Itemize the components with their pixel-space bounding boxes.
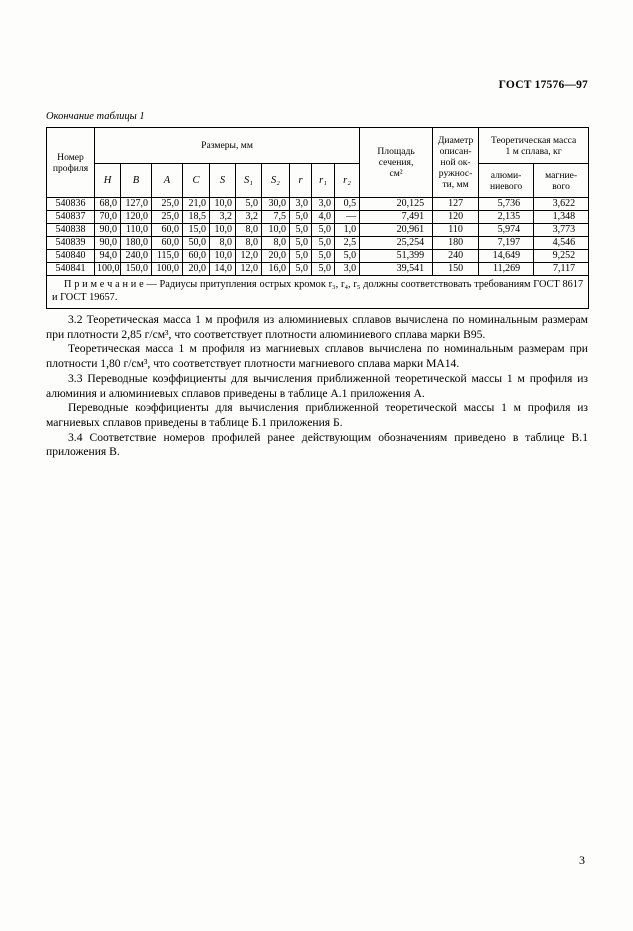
table-cell: 127 xyxy=(433,198,479,211)
table-cell: 60,0 xyxy=(183,250,210,263)
col-header-area: Площадь сечения, см² xyxy=(360,128,433,198)
col-header-mass: Теоретическая масса 1 м сплава, кг xyxy=(479,128,589,164)
table-cell: 68,0 xyxy=(95,198,121,211)
table-cell: 240,0 xyxy=(121,250,152,263)
table-row xyxy=(47,211,589,224)
table-cell: 21,0 xyxy=(183,198,210,211)
document-code: ГОСТ 17576—97 xyxy=(498,79,588,91)
table-cell: 150 xyxy=(433,263,479,276)
table-cell: 90,0 xyxy=(95,224,121,237)
table-cell: 5,0 xyxy=(312,224,335,237)
paragraph-3-2: 3.2 Теоретическая масса 1 м профиля из алюминиевых сплавов вычислена по номинальным размерам при плотности 2,85 г/см³, что соответствует плотности алюминиевого сплава марки В95. xyxy=(46,313,588,341)
table-cell: 5,736 xyxy=(479,198,534,211)
table-cell: 10,0 xyxy=(262,224,290,237)
table-cell: 60,0 xyxy=(152,224,183,237)
table-cell: 10,0 xyxy=(210,250,236,263)
paragraph-3-4: 3.4 Соответствие номеров профилей ранее действующим обозначениям приведено в таблице В.1 приложения В. xyxy=(46,430,588,459)
table-cell: — xyxy=(335,211,360,224)
table-cell: 5,974 xyxy=(479,224,534,237)
table-cell: 100,0 xyxy=(152,263,183,276)
table-row xyxy=(47,198,589,211)
table-row xyxy=(47,263,589,276)
table-cell: 110,0 xyxy=(121,224,152,237)
table-cell: 12,0 xyxy=(236,263,262,276)
table-cell: 50,0 xyxy=(183,237,210,250)
table-note: П р и м е ч а н и е — Радиусы притупления острых кромок r₃, r₄, r₅ должны соответствовать требованиям ГОСТ 8617 и ГОСТ 19657. xyxy=(47,276,589,309)
table-cell: 5,0 xyxy=(312,250,335,263)
table-caption: Окончание таблицы 1 xyxy=(46,111,145,122)
table-cell: 540841 xyxy=(47,263,95,276)
profiles-table xyxy=(46,127,589,309)
col-header-diameter: Диаметр описан- ной ок- ружнос- ти, мм xyxy=(433,128,479,198)
table-cell: 1,348 xyxy=(534,211,589,224)
table-cell: 3,773 xyxy=(534,224,589,237)
table-cell: 150,0 xyxy=(121,263,152,276)
table-cell: 7,5 xyxy=(262,211,290,224)
table-cell: 10,0 xyxy=(210,224,236,237)
col-header-mass-magnesium: магние- вого xyxy=(534,164,589,198)
col-header-S: S xyxy=(210,164,236,198)
col-header-dimensions: Размеры, мм xyxy=(95,128,360,164)
paragraph-3-3: 3.3 Переводные коэффициенты для вычисления приближенной теоретической массы 1 м профиля из алюминия и алюминиевых сплавов приведены в таблице А.1 приложения А. xyxy=(46,371,588,400)
table-body xyxy=(47,198,589,276)
table-cell: 5,0 xyxy=(312,237,335,250)
table-cell: 16,0 xyxy=(262,263,290,276)
table-cell: 7,197 xyxy=(479,237,534,250)
table-cell: 18,5 xyxy=(183,211,210,224)
table-cell: 110 xyxy=(433,224,479,237)
table-cell: 120 xyxy=(433,211,479,224)
table-cell: 5,0 xyxy=(290,263,312,276)
col-header-C: C xyxy=(183,164,210,198)
table-cell: 11,269 xyxy=(479,263,534,276)
table-cell: 25,0 xyxy=(152,198,183,211)
table-cell: 540837 xyxy=(47,211,95,224)
table-cell: 2,5 xyxy=(335,237,360,250)
table-cell: 100,0 xyxy=(95,263,121,276)
col-header-B: B xyxy=(121,164,152,198)
table-cell: 5,0 xyxy=(290,211,312,224)
table-row xyxy=(47,224,589,237)
table-cell: 5,0 xyxy=(290,224,312,237)
table-row xyxy=(47,250,589,263)
col-header-H: H xyxy=(95,164,121,198)
table-cell: 5,0 xyxy=(290,250,312,263)
table-cell: 5,0 xyxy=(290,237,312,250)
table-cell: 5,0 xyxy=(335,250,360,263)
table-cell: 540838 xyxy=(47,224,95,237)
table-cell: 25,0 xyxy=(152,211,183,224)
table-cell: 0,5 xyxy=(335,198,360,211)
table-cell: 8,0 xyxy=(236,224,262,237)
table-cell: 12,0 xyxy=(236,250,262,263)
table-cell: 540836 xyxy=(47,198,95,211)
table-cell: 30,0 xyxy=(262,198,290,211)
table-cell: 540839 xyxy=(47,237,95,250)
table-cell: 3,622 xyxy=(534,198,589,211)
col-header-A: A xyxy=(152,164,183,198)
table-cell: 3,0 xyxy=(335,263,360,276)
table-cell: 8,0 xyxy=(262,237,290,250)
table-cell: 3,2 xyxy=(236,211,262,224)
table-cell: 3,0 xyxy=(312,198,335,211)
table-cell: 20,961 xyxy=(360,224,433,237)
table-cell: 51,399 xyxy=(360,250,433,263)
table-cell: 10,0 xyxy=(210,198,236,211)
table-cell: 127,0 xyxy=(121,198,152,211)
table-row xyxy=(47,237,589,250)
table-cell: 20,0 xyxy=(183,263,210,276)
table-cell: 180,0 xyxy=(121,237,152,250)
col-header-profile: Номер профиля xyxy=(47,128,95,198)
table-cell: 20,0 xyxy=(262,250,290,263)
col-header-S1: S₁ xyxy=(236,164,262,198)
table-cell: 90,0 xyxy=(95,237,121,250)
table-cell: 20,125 xyxy=(360,198,433,211)
table-cell: 9,252 xyxy=(534,250,589,263)
col-header-r1: r₁ xyxy=(312,164,335,198)
table-cell: 180 xyxy=(433,237,479,250)
table-cell: 8,0 xyxy=(236,237,262,250)
table-cell: 7,117 xyxy=(534,263,589,276)
col-header-S2: S₂ xyxy=(262,164,290,198)
table-cell: 39,541 xyxy=(360,263,433,276)
table-cell: 94,0 xyxy=(95,250,121,263)
table-cell: 4,546 xyxy=(534,237,589,250)
table-cell: 115,0 xyxy=(152,250,183,263)
paragraph-3-2-cont: Теоретическая масса 1 м профиля из магниевых сплавов вычислена по номинальным размерам при плотности 1,80 г/см³, что соответствует плотности магниевого сплава марки МА14. xyxy=(46,342,588,371)
table-cell: 7,491 xyxy=(360,211,433,224)
page-number: 3 xyxy=(579,853,585,867)
paragraph-3-3-cont: Переводные коэффициенты для вычисления приближенной теоретической массы 1 м профиля из магниевых сплавов приведены в таблице Б.1 приложения Б. xyxy=(46,401,588,429)
table-cell: 5,0 xyxy=(236,198,262,211)
table-cell: 14,0 xyxy=(210,263,236,276)
col-header-mass-aluminium: алюми- ниевого xyxy=(479,164,534,198)
table-cell: 14,649 xyxy=(479,250,534,263)
table-cell: 120,0 xyxy=(121,211,152,224)
table-cell: 3,2 xyxy=(210,211,236,224)
table-note-row xyxy=(47,276,589,309)
table-cell: 3,0 xyxy=(290,198,312,211)
col-header-r2: r₂ xyxy=(335,164,360,198)
table-cell: 5,0 xyxy=(312,263,335,276)
table-cell: 4,0 xyxy=(312,211,335,224)
table-cell: 1,0 xyxy=(335,224,360,237)
col-header-r: r xyxy=(290,164,312,198)
table-cell: 240 xyxy=(433,250,479,263)
table-cell: 15,0 xyxy=(183,224,210,237)
table-cell: 2,135 xyxy=(479,211,534,224)
table-cell: 70,0 xyxy=(95,211,121,224)
table-cell: 25,254 xyxy=(360,237,433,250)
table-cell: 540840 xyxy=(47,250,95,263)
text-block xyxy=(46,313,588,460)
table-cell: 8,0 xyxy=(210,237,236,250)
table-cell: 60,0 xyxy=(152,237,183,250)
